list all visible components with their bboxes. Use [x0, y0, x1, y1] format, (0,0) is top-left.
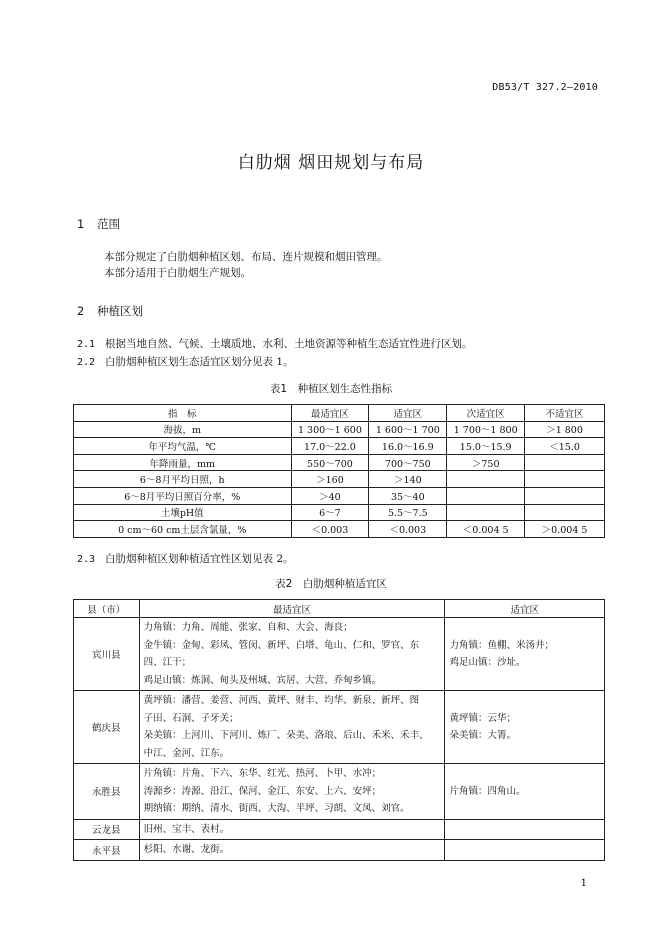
clause-number: 2.3	[77, 554, 96, 565]
header-cell: 适宜区	[445, 600, 605, 618]
table-cell	[447, 487, 525, 504]
section-2-heading	[77, 303, 143, 319]
area-line: 力角镇：鱼棚、米汤井；	[449, 639, 554, 651]
clause-text: 白肋烟种植区划生态适宜区划分见表 1。	[105, 356, 294, 368]
header-cell: 最适宜区	[139, 600, 445, 618]
header-cell: 次适宜区	[447, 405, 525, 422]
table-cell: 1 600～1 700	[369, 421, 447, 438]
table-cell: 1 300～1 600	[291, 421, 369, 438]
area-line: 中江、金河、江东。	[143, 747, 230, 759]
area-line: 期纳镇：期纳、清水、街西、大沟、半坪、习朗、文凤、刘官。	[143, 803, 410, 814]
page-number: 1	[580, 878, 587, 889]
table-cell	[447, 504, 525, 521]
table-cell: 550～700	[291, 454, 369, 471]
table-row	[74, 438, 605, 455]
header-cell: 最适宜区	[291, 405, 369, 422]
suitable-area-cell	[445, 618, 605, 691]
suitable-area-cell	[445, 819, 605, 840]
table-cell: 15.0～15.9	[447, 438, 525, 455]
table-row	[74, 504, 605, 521]
suitable-area-cell	[445, 691, 605, 764]
area-line: 黄坪镇：潘营、姜营、河西、黄坪、财丰、均华、新泉、新坪、图	[143, 695, 420, 706]
table-1-ecological-indicators	[73, 404, 605, 538]
area-line: 力角镇：力角、周能、张家、自和、大会、海良；	[143, 622, 353, 633]
area-line: 子田、石洞、子牙关；	[143, 712, 239, 724]
section-1-heading	[77, 216, 120, 232]
header-cell: 适宜区	[369, 405, 447, 422]
table-2-caption: 表2 白肋烟种植适宜区	[275, 578, 387, 590]
table-header-row	[74, 600, 605, 618]
area-line: 杉阳、水谢、龙街。	[143, 844, 230, 855]
county-cell: 宾川县	[74, 618, 140, 691]
table-cell: 6～8月平均日照百分率，%	[74, 487, 292, 504]
section-title: 种植区划	[97, 304, 143, 318]
table-cell: ＞0.004 5	[525, 521, 605, 538]
clause-number: 2.1	[77, 339, 96, 350]
table-cell: 1 700～1 800	[447, 421, 525, 438]
table-cell: 年降雨量，mm	[74, 454, 292, 471]
clause-text: 根据当地自然、气候、土壤质地、水利、土地资源等种植生态适宜性进行区划。	[105, 338, 473, 350]
table-cell: ＜15.0	[525, 438, 605, 455]
area-line: 片角镇：四角山。	[449, 785, 526, 797]
table-cell: ＞160	[291, 471, 369, 488]
table-cell	[525, 487, 605, 504]
table-cell: ＜0.003	[369, 521, 447, 538]
clause-number: 2.2	[77, 357, 96, 368]
table-row	[74, 487, 605, 504]
section-number: 1	[77, 217, 85, 231]
table-cell: ＞140	[369, 471, 447, 488]
clause-2-2	[77, 354, 294, 369]
table-cell: ＜0.004 5	[447, 521, 525, 538]
area-line: 朵美镇：上河川、下河川、炼厂、朵美、洛琅、后山、禾米、禾丰、	[143, 730, 429, 741]
best-area-cell	[139, 840, 445, 861]
table-row	[74, 471, 605, 488]
clause-2-1	[77, 336, 473, 351]
best-area-cell	[139, 819, 445, 840]
table-row	[74, 454, 605, 471]
table-row	[74, 691, 605, 764]
table-cell: 700～750	[369, 454, 447, 471]
table-cell: 海拔，m	[74, 421, 292, 438]
best-area-cell	[139, 691, 445, 764]
area-line: 金牛镇：金甸、彩凤、管闵、新坪、白塔、龟山、仁和、罗官、东	[143, 639, 420, 651]
clause-text: 白肋烟种植区划种植适宜性区划见表 2。	[105, 553, 294, 565]
header-cell: 县（市）	[74, 600, 140, 618]
table-cell	[525, 454, 605, 471]
table-cell: ＞750	[447, 454, 525, 471]
table-cell: 0 cm～60 cm土层含氯量，%	[74, 521, 292, 538]
table-2-suitable-areas	[73, 599, 605, 861]
table-cell: 17.0～22.0	[291, 438, 369, 455]
table-row	[74, 764, 605, 820]
table-cell: 16.0～16.9	[369, 438, 447, 455]
area-line: 片角镇：片角、下六、东华、红光、热河、卜甲、水冲；	[143, 768, 382, 779]
table-header-row	[74, 405, 605, 422]
table-cell: 5.5～7.5	[369, 504, 447, 521]
table-cell: 35～40	[369, 487, 447, 504]
area-line: 旧州、宝丰、表村。	[143, 823, 230, 835]
county-cell: 鹤庆县	[74, 691, 140, 764]
table-cell	[525, 504, 605, 521]
header-cell: 指 标	[74, 405, 292, 422]
suitable-area-cell	[445, 764, 605, 820]
table-cell: ＜0.003	[291, 521, 369, 538]
table-row	[74, 840, 605, 861]
table-row	[74, 618, 605, 691]
table-1-caption: 表1 种植区划生态性指标	[269, 383, 393, 395]
section-1-body	[104, 249, 388, 281]
suitable-area-cell	[445, 840, 605, 861]
table-cell: 6～8月平均日照，h	[74, 471, 292, 488]
table-cell: 6～7	[291, 504, 369, 521]
paragraph: 本部分规定了白肋烟种植区划、布局、连片规模和烟田管理。	[104, 251, 388, 263]
table-row	[74, 421, 605, 438]
county-cell: 云龙县	[74, 819, 140, 840]
header-cell: 不适宜区	[525, 405, 605, 422]
best-area-cell	[139, 618, 445, 691]
section-title: 范围	[97, 217, 120, 231]
best-area-cell	[139, 764, 445, 820]
county-cell: 永胜县	[74, 764, 140, 820]
table-cell: ＞40	[291, 487, 369, 504]
table-row	[74, 819, 605, 840]
clause-2-3	[77, 551, 294, 566]
area-line: 四、江干；	[143, 657, 192, 668]
county-cell: 永平县	[74, 840, 140, 861]
document-title: 白肋烟 烟田规划与布局	[237, 153, 425, 173]
table-cell	[525, 471, 605, 488]
paragraph: 本部分适用于白肋烟生产规划。	[104, 267, 251, 279]
area-line: 涛源乡：涛源、沿江、保河、金江、东安、上六、安坪；	[143, 785, 382, 797]
section-number: 2	[77, 304, 85, 318]
table-row	[74, 521, 605, 538]
table-cell: 土壤pH值	[74, 504, 292, 521]
table-cell: ＞1 800	[525, 421, 605, 438]
table-cell: 年平均气温，℃	[74, 438, 292, 455]
standard-number: DB53/T 327.2—2010	[492, 82, 598, 93]
area-line: 黄坪镇：云华；	[449, 712, 516, 724]
area-line: 鸡足山镇：沙址。	[449, 657, 526, 668]
area-line: 鸡足山镇：炼洞、甸头及州城、宾居、大营、乔甸乡镇。	[143, 674, 382, 686]
area-line: 朵美镇：大箐。	[449, 730, 516, 741]
table-cell	[447, 471, 525, 488]
